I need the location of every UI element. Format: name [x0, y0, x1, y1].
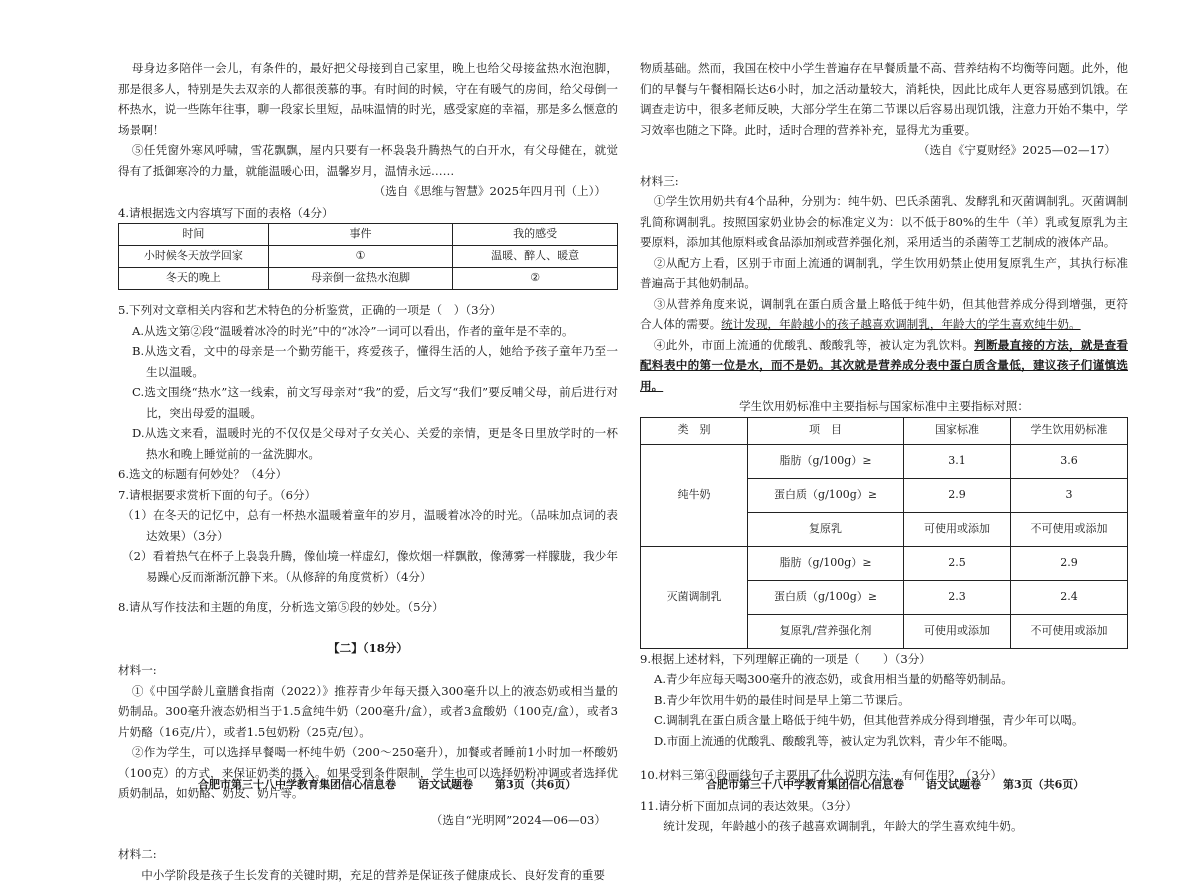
milk-standards-table — [640, 417, 1128, 649]
table-header-row — [119, 224, 618, 246]
source-citation: （选自《宁夏财经》2025—02—17） — [640, 140, 1128, 161]
table-row — [119, 246, 618, 268]
table-cell: 2.9 — [903, 478, 1010, 512]
material-1-label: 材料一: — [118, 660, 618, 681]
table-cell: 冬天的晚上 — [119, 268, 269, 290]
table-cell: 不可使用或添加 — [1011, 614, 1128, 648]
question-8: 8.请从写作技法和主题的角度，分析选文第⑤段的妙处。（5分） — [118, 597, 618, 618]
table-cell: 小时候冬天放学回家 — [119, 246, 269, 268]
question-7: 7.请根据要求赏析下面的句子。（6分） — [118, 485, 618, 506]
paragraph-text: ③从营养角度来说，调制乳在蛋白质含量上略低于纯牛奶，但其他营养成分得到增强，更符合人体的需要。 — [640, 297, 1128, 332]
underlined-text: 判断最直接的方法，就是查看配料表中的第一位是水，而不是奶。其次就是营养成分表中蛋白质含量低，建议孩子们谨慎选用。 — [640, 338, 1128, 393]
source-citation: （选自“光明网”2024—06—03） — [118, 810, 618, 831]
table-cell: 3 — [1011, 478, 1128, 512]
source-citation: （选自《思维与智慧》2025年四月刊（上）） — [118, 181, 618, 202]
material-3-paragraph-3 — [640, 294, 1128, 335]
table-row — [641, 546, 1128, 580]
underlined-text: 统计发现，年龄越小的孩子越喜欢调制乳，年龄大的学生喜欢纯牛奶。 — [721, 317, 1080, 331]
table-cell: 2.3 — [903, 580, 1010, 614]
option-d: D.从选文来看，温暖时光的不仅仅是父母对子女关心、关爱的亲情，更是冬日里放学时的一杯热水和晚上睡觉前的一盆洗脚水。 — [132, 423, 618, 464]
table-header-cell: 时间 — [119, 224, 269, 246]
material-3-paragraph-2: ②从配方上看，区别于市面上流通的调制乳，学生饮用奶禁止使用复原乳生产，其执行标准普遍高于其他奶制品。 — [640, 253, 1128, 294]
table-cell: 可使用或添加 — [903, 512, 1010, 546]
question-11: 11.请分析下面加点词的表达效果。（3分） — [640, 796, 1128, 817]
table-cell: 复原乳 — [748, 512, 904, 546]
table-header-cell: 事件 — [268, 224, 453, 246]
paragraph-text: ④此外，市面上流通的优酸乳、酸酸乳等，被认定为乳饮料。 — [654, 338, 974, 352]
table-cell: 2.9 — [1011, 546, 1128, 580]
paragraph-continued: 母身边多陪伴一会儿，有条件的，最好把父母接到自己家里，晚上也给父母接盆热水泡泡脚，那是很多人，特别是失去双亲的人都很羡慕的事。有时间的时候，守在有暖气的房间，给父母倒一杯热水，说一些陈年往事，聊一段家长里短，品味温情的时光，感受家庭的幸福，那是多么惬意的场景啊！ — [118, 58, 618, 140]
table-header-cell: 学生饮用奶标准 — [1011, 417, 1128, 444]
section-title: 【二】（18分） — [118, 638, 618, 659]
table-cell: 复原乳/营养强化剂 — [748, 614, 904, 648]
table-caption: 学生饮用奶标准中主要指标与国家标准中主要指标对照： — [640, 396, 1128, 417]
question-5: 5.下列对文章相关内容和艺术特色的分析鉴赏，正确的一项是（ ）（3分） — [118, 300, 618, 321]
page-footer-left: 合肥市第三十八中学教育集团信心信息卷 语文试题卷 第3页（共6页） — [198, 776, 576, 792]
table-cell: 脂肪（g/100g）≥ — [748, 444, 904, 478]
table-header-cell: 我的感受 — [453, 224, 618, 246]
material-3-paragraph-1: ①学生饮用奶共有4个品种，分别为：纯牛奶、巴氏杀菌乳、发酵乳和灭菌调制乳。灭菌调制乳简称调制乳。按照国家奶业协会的标准定义为：以不低于80%的生牛（羊）乳或复原乳为主要原料，添加其他原料或食品添加剂或营养强化剂，采用适当的杀菌等工艺制成的液体产品。 — [640, 191, 1128, 253]
table-cell: 母亲倒一盆热水泡脚 — [268, 268, 453, 290]
table-cell: 3.6 — [1011, 444, 1128, 478]
table-header-cell: 类 别 — [641, 417, 748, 444]
table-group-cell: 灭菌调制乳 — [641, 546, 748, 648]
table-cell: 不可使用或添加 — [1011, 512, 1128, 546]
table-row — [119, 268, 618, 290]
table-cell: 2.5 — [903, 546, 1010, 580]
option-c: C.调制乳在蛋白质含量上略低于纯牛奶，但其他营养成分得到增强，青少年可以喝。 — [654, 710, 1128, 731]
table-header-row — [641, 417, 1128, 444]
table-cell: 可使用或添加 — [903, 614, 1010, 648]
material-2-paragraph: 中小学阶段是孩子生长发育的关键时期，充足的营养是保证孩子健康成长、良好发育的重要 — [118, 865, 618, 885]
table-cell: 2.4 — [1011, 580, 1128, 614]
material-2-continued: 物质基础。然而，我国在校中小学生普遍存在早餐质量不高、营养结构不均衡等问题。此外，他们的早餐与午餐相隔长达6小时，加之活动量较大，消耗快，因此比成年人更容易感到饥饿。在调查走访中，很多老师反映，大部分学生在第二节课以后容易出现饥饿，注意力开始不集中，学习效率也随之下降。此时，适时合理的营养补充，显得尤为重要。 — [640, 58, 1128, 140]
question-6: 6.选文的标题有何妙处？（4分） — [118, 464, 618, 485]
table-cell: 蛋白质（g/100g）≥ — [748, 478, 904, 512]
table-cell: ① — [268, 246, 453, 268]
table-cell: 温暖、醉人、暖意 — [453, 246, 618, 268]
option-a: A.青少年应每天喝300毫升的液态奶，或食用相当量的奶酪等奶制品。 — [654, 669, 1128, 690]
table-group-cell: 纯牛奶 — [641, 444, 748, 546]
table-header-cell: 国家标准 — [903, 417, 1010, 444]
question-9: 9.根据上述材料，下列理解正确的一项是（ ）（3分） — [640, 649, 1128, 670]
option-b: B.青少年饮用牛奶的最佳时间是早上第二节课后。 — [654, 690, 1128, 711]
question-7-item-1: （1）在冬天的记忆中，总有一杯热水温暖着童年的岁月，温暖着冰冷的时光。（品味加点词的表达效果）（3分） — [122, 505, 618, 546]
material-1-paragraph-1: ①《中国学龄儿童膳食指南（2022）》推荐青少年每天摄入300毫升以上的液态奶或相当量的奶制品。300毫升液态奶相当于1.5盒纯牛奶（200毫升/盒），或者3盒酸奶（100克/盒），或者3片奶酪（16克/片），或者1.5包奶粉（25克/包）。 — [118, 681, 618, 743]
paragraph-5: ⑤任凭窗外寒风呼啸，雪花飘飘，屋内只要有一杯袅袅升腾热气的白开水，有父母健在，就觉得有了抵御寒冷的力量，就能温暖心田，温馨岁月，温情永远…… — [118, 140, 618, 181]
left-column — [118, 58, 618, 885]
material-2-label: 材料二: — [118, 844, 618, 865]
question-11-text: 统计发现，年龄越小的孩子越喜欢调制乳，年龄大的学生喜欢纯牛奶。 — [640, 816, 1128, 837]
page-footer-right: 合肥市第三十八中学教育集团信心信息卷 语文试题卷 第3页（共6页） — [706, 776, 1084, 792]
table-cell: ② — [453, 268, 618, 290]
question-4-table — [118, 223, 618, 290]
question-7-item-2: （2）看着热气在杯子上袅袅升腾，像仙境一样虚幻，像炊烟一样飘散，像薄雾一样朦胧，我少年易躁心反而渐渐沉静下来。（从修辞的角度赏析）（4分） — [122, 546, 618, 587]
option-a: A.从选文第②段“温暖着冰冷的时光”中的“冰冷”一词可以看出，作者的童年是不幸的。 — [132, 321, 618, 342]
question-4: 4.请根据选文内容填写下面的表格（4分） — [118, 203, 618, 224]
table-cell: 脂肪（g/100g）≥ — [748, 546, 904, 580]
table-cell: 蛋白质（g/100g）≥ — [748, 580, 904, 614]
option-b: B.从选文看，文中的母亲是一个勤劳能干，疼爱孩子，懂得生活的人，她给予孩子童年乃至一生以温暖。 — [132, 341, 618, 382]
right-column — [640, 58, 1128, 837]
question-10: 10.材料三第④段画线句子主要用了什么说明方法，有何作用？（3分） — [640, 765, 1128, 786]
material-3-paragraph-4 — [640, 335, 1128, 397]
material-1-paragraph-2: ②作为学生，可以选择早餐喝一杯纯牛奶（200～250毫升），加餐或者睡前1小时加一杯酸奶（100克）的方式，来保证奶类的摄入。如果受到条件限制，学生也可以选择奶粉冲调或者选择优质奶制品，如奶酪、奶皮、奶片等。 — [118, 742, 618, 804]
option-c: C.选文围绕“热水”这一线索，前文写母亲对“我”的爱，后文写“我们”要反哺父母，前后进行对比，突出母爱的温暖。 — [132, 382, 618, 423]
table-cell: 3.1 — [903, 444, 1010, 478]
table-row — [641, 444, 1128, 478]
table-header-cell: 项 目 — [748, 417, 904, 444]
option-d: D.市面上流通的优酸乳、酸酸乳等，被认定为乳饮料，青少年不能喝。 — [654, 731, 1128, 752]
material-3-label: 材料三: — [640, 171, 1128, 192]
